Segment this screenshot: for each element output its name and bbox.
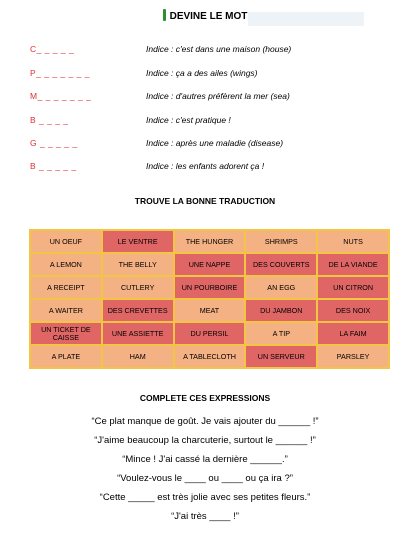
expression-line: “J'aime beaucoup la charcuterie, surtout le ______ !” [94,435,316,446]
grid-cell: UN SERVEUR [246,346,316,367]
clue-word: C_ _ _ _ _ [30,44,75,54]
grid-cell: A TABLECLOTH [175,346,245,367]
clue-hint: Indice : d'autres préfèrent la mer (sea) [146,91,290,101]
grid-cell: DES COUVERTS [246,254,316,275]
translation-title: TROUVE LA BONNE TRADUCTION [134,196,276,206]
grid-cell: UNE ASSIETTE [103,323,173,344]
grid-cell: THE HUNGER [175,231,245,252]
grid-cell: UNE NAPPE [175,254,245,275]
clue-hint: Indice : c'est pratique ! [146,115,231,125]
grid-cell: DU PERSIL [175,323,245,344]
expression-line: “Ce plat manque de goût. Je vais ajouter du ______ !” [91,416,319,427]
grid-cell: THE BELLY [103,254,173,275]
clue-word: P_ _ _ _ _ _ _ [30,68,90,78]
grid-cell: SHRIMPS [246,231,316,252]
clue-row [0,115,410,129]
translation-grid [29,229,390,369]
clue-hint: Indice : après une maladie (disease) [146,138,284,148]
clue-row [0,138,410,152]
grid-cell: MEAT [175,300,245,321]
grid-cell: UN CITRON [318,277,388,298]
expression-line: “J'ai très ____ !” [171,511,239,522]
grid-cell: A PLATE [31,346,101,367]
grid-cell: NUTS [318,231,388,252]
grid-cell: DES NOIX [318,300,388,321]
grid-cell: UN POURBOIRE [175,277,245,298]
clue-row [0,68,410,82]
expression-line: “Mince ! J'ai cassé la dernière ______.” [122,454,288,465]
grid-cell: DU JAMBON [246,300,316,321]
grid-cell: CUTLERY [103,277,173,298]
grid-cell: DE LA VIANDE [318,254,388,275]
clue-hint: Indice : les enfants adorent ça ! [146,161,265,171]
clue-row [0,91,410,105]
clue-row [0,44,410,58]
clue-word: B _ _ _ _ _ [30,161,77,171]
grid-cell: LE VENTRE [103,231,173,252]
faded-banner [248,12,364,26]
grid-cell: DES CREVETTES [103,300,173,321]
clue-word: B _ _ _ _ [30,115,69,125]
grid-cell: A TIP [246,323,316,344]
grid-cell: PARSLEY [318,346,388,367]
clue-hint: Indice : ça a des ailes (wings) [146,68,258,78]
grid-cell: LA FAIM [318,323,388,344]
grid-cell: AN EGG [246,277,316,298]
clue-word: M_ _ _ _ _ _ _ [30,91,92,101]
grid-cell: UN TICKET DE CAISSE [31,323,101,344]
expression-line: “Voulez-vous le ____ ou ____ ou ça ira ?” [117,473,293,484]
expression-line: “Cette _____ est très jolie avec ses petites fleurs.” [99,492,311,503]
clue-word: G _ _ _ _ _ [30,138,78,148]
expressions-title: COMPLETE CES EXPRESSIONS [139,393,271,403]
grid-cell: A RECEIPT [31,277,101,298]
grid-cell: UN OEUF [31,231,101,252]
clue-row [0,161,410,175]
grid-cell: HAM [103,346,173,367]
grid-cell: A WAITER [31,300,101,321]
clue-hint: Indice : c'est dans une maison (house) [146,44,292,54]
grid-cell: A LEMON [31,254,101,275]
page-title-text: DEVINE LE MOT [169,11,248,22]
green-marker-icon [163,9,169,21]
